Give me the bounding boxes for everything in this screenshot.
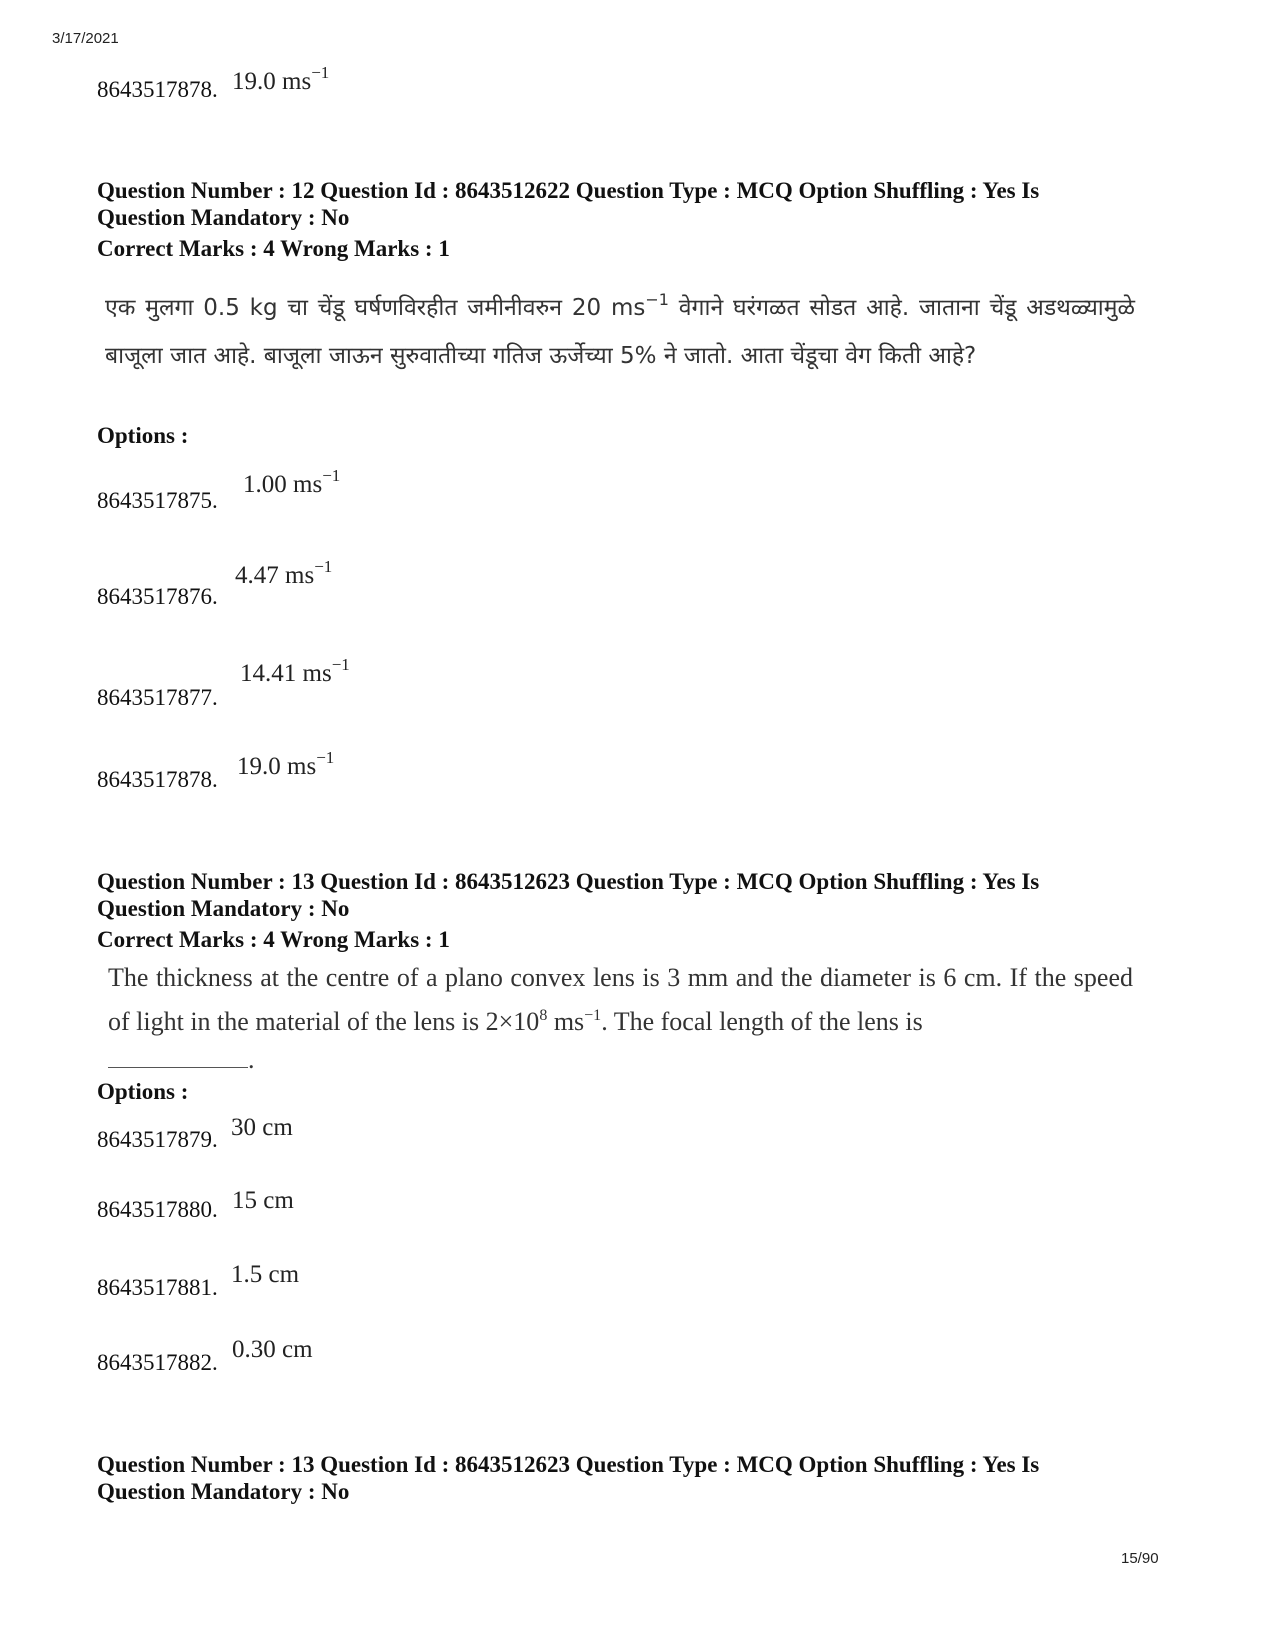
- option-id: 8643517877.: [97, 685, 218, 710]
- option-id: 8643517881.: [97, 1275, 218, 1300]
- option-id: 8643517880.: [97, 1197, 218, 1222]
- option-id: 8643517878.: [97, 77, 218, 102]
- option-value: 0.30 cm: [232, 1336, 313, 1363]
- question-header: Question Number : 13 Question Id : 8643512623 Question Type : MCQ Option Shuffling : Yes Is Question Mandatory : No: [97, 1452, 1040, 1504]
- option-value: 19.0 $ms^{-1}$: [237, 748, 335, 780]
- option-value: 15 cm: [232, 1187, 294, 1214]
- question-text: The thickness at the centre of a plano convex lens is 3 mm and the diameter is 6 cm. If the speed of light in the material of the lens is $2\times 10^8$ $ms^{-1}$. The focal length of the lens is .: [108, 963, 1133, 1074]
- option-id: 8643517879.: [97, 1127, 218, 1152]
- option-value: 30 cm: [231, 1114, 293, 1141]
- answer-blank: [108, 1047, 248, 1068]
- option-value: 19.0 $ms^{-1}$: [232, 63, 330, 95]
- option-id: 8643517876.: [97, 584, 218, 609]
- page-number: 15/90: [1121, 1550, 1159, 1567]
- question-text: एक मुलगा 0.5 kg चा चेंडू घर्षणविरहीत जमीनीवरुन 20 $ms^{-1}$ वेगाने घरंगळत सोडत आहे. जाताना चेंडू अडथळ्यामुळे बाजूला जात आहे. बाजूला जाऊन सुरुवातीच्या गतिज ऊर्जेच्या 5% ने जातो. आता चेंडूचा वेग किती आहे?: [105, 290, 1135, 369]
- option-id: 8643517882.: [97, 1350, 218, 1375]
- option-value: 1.00 $ms^{-1}$: [243, 466, 341, 498]
- marks-line: Correct Marks : 4 Wrong Marks : 1: [97, 927, 450, 952]
- options-label: Options :: [97, 1079, 189, 1104]
- option-id: 8643517878.: [97, 767, 218, 792]
- question-header: Question Number : 12 Question Id : 8643512622 Question Type : MCQ Option Shuffling : Yes Is Question Mandatory : No: [97, 178, 1040, 230]
- print-date: 3/17/2021: [52, 30, 119, 47]
- question-header: Question Number : 13 Question Id : 8643512623 Question Type : MCQ Option Shuffling : Yes Is Question Mandatory : No: [97, 869, 1040, 921]
- option-id: 8643517875.: [97, 488, 218, 513]
- options-label: Options :: [97, 423, 189, 448]
- option-value: 4.47 $ms^{-1}$: [235, 557, 333, 589]
- option-value: 14.41 $ms^{-1}$: [240, 655, 350, 687]
- marks-line: Correct Marks : 4 Wrong Marks : 1: [97, 236, 450, 261]
- option-value: 1.5 cm: [231, 1261, 300, 1288]
